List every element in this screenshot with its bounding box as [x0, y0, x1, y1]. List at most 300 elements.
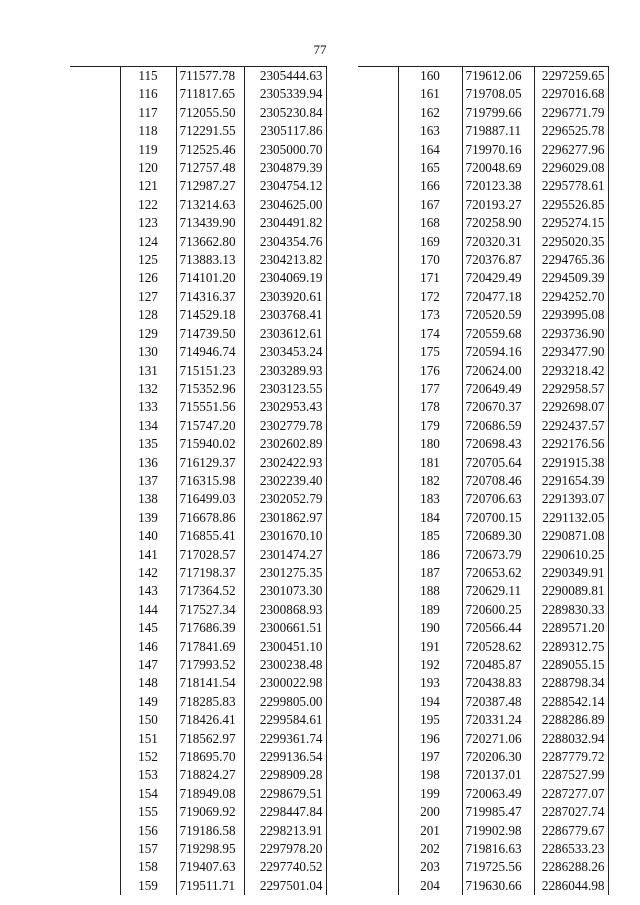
blank-cell: [358, 435, 398, 453]
point-number-cell: 139: [120, 509, 176, 527]
y-coordinate-cell: 2301474.27: [244, 546, 326, 564]
point-number-cell: 143: [120, 582, 176, 600]
blank-cell: [70, 269, 120, 287]
blank-cell: [70, 454, 120, 472]
blank-cell: [358, 748, 398, 766]
blank-cell: [358, 711, 398, 729]
y-coordinate-cell: 2296771.79: [534, 104, 608, 122]
right-coordinate-table: [358, 66, 609, 895]
x-coordinate-cell: 712757.48: [176, 159, 244, 177]
x-coordinate-cell: 719816.63: [462, 840, 534, 858]
blank-cell: [358, 766, 398, 784]
x-coordinate-cell: 715747.20: [176, 417, 244, 435]
x-coordinate-cell: 719985.47: [462, 803, 534, 821]
x-coordinate-cell: 720320.31: [462, 233, 534, 251]
table-row: [70, 785, 326, 803]
table-row: [70, 343, 326, 361]
blank-cell: [70, 306, 120, 324]
y-coordinate-cell: 2291132.05: [534, 509, 608, 527]
table-row: [358, 730, 608, 748]
y-coordinate-cell: 2294252.70: [534, 288, 608, 306]
x-coordinate-cell: 714529.18: [176, 306, 244, 324]
x-coordinate-cell: 720624.00: [462, 362, 534, 380]
table-row: [70, 104, 326, 122]
y-coordinate-cell: 2293477.90: [534, 343, 608, 361]
point-number-cell: 133: [120, 398, 176, 416]
point-number-cell: 119: [120, 141, 176, 159]
table-row: [70, 141, 326, 159]
blank-cell: [70, 858, 120, 876]
blank-cell: [70, 417, 120, 435]
point-number-cell: 140: [120, 527, 176, 545]
x-coordinate-cell: 720520.59: [462, 306, 534, 324]
y-coordinate-cell: 2301862.97: [244, 509, 326, 527]
table-row: [358, 417, 608, 435]
blank-cell: [358, 546, 398, 564]
y-coordinate-cell: 2291654.39: [534, 472, 608, 490]
point-number-cell: 154: [120, 785, 176, 803]
point-number-cell: 167: [398, 196, 462, 214]
x-coordinate-cell: 716129.37: [176, 454, 244, 472]
blank-cell: [358, 196, 398, 214]
point-number-cell: 180: [398, 435, 462, 453]
point-number-cell: 177: [398, 380, 462, 398]
y-coordinate-cell: 2304069.19: [244, 269, 326, 287]
blank-cell: [70, 251, 120, 269]
blank-cell: [70, 619, 120, 637]
blank-cell: [358, 214, 398, 232]
blank-cell: [358, 288, 398, 306]
x-coordinate-cell: 717198.37: [176, 564, 244, 582]
point-number-cell: 116: [120, 85, 176, 103]
x-coordinate-cell: 720629.11: [462, 582, 534, 600]
point-number-cell: 176: [398, 362, 462, 380]
blank-cell: [358, 122, 398, 140]
y-coordinate-cell: 2296277.96: [534, 141, 608, 159]
y-coordinate-cell: 2293218.42: [534, 362, 608, 380]
point-number-cell: 186: [398, 546, 462, 564]
y-coordinate-cell: 2299584.61: [244, 711, 326, 729]
point-number-cell: 179: [398, 417, 462, 435]
blank-cell: [70, 693, 120, 711]
blank-cell: [358, 159, 398, 177]
x-coordinate-cell: 718285.83: [176, 693, 244, 711]
blank-cell: [70, 343, 120, 361]
table-row: [358, 104, 608, 122]
x-coordinate-cell: 715940.02: [176, 435, 244, 453]
blank-cell: [70, 214, 120, 232]
table-row: [70, 619, 326, 637]
x-coordinate-cell: 720708.46: [462, 472, 534, 490]
blank-cell: [358, 785, 398, 803]
point-number-cell: 193: [398, 674, 462, 692]
y-coordinate-cell: 2297501.04: [244, 877, 326, 895]
blank-cell: [70, 877, 120, 895]
y-coordinate-cell: 2300022.98: [244, 674, 326, 692]
table-row: [358, 840, 608, 858]
y-coordinate-cell: 2297978.20: [244, 840, 326, 858]
y-coordinate-cell: 2288286.89: [534, 711, 608, 729]
blank-cell: [358, 509, 398, 527]
y-coordinate-cell: 2297259.65: [534, 67, 608, 86]
table-row: [70, 840, 326, 858]
y-coordinate-cell: 2304879.39: [244, 159, 326, 177]
blank-cell: [70, 766, 120, 784]
x-coordinate-cell: 719186.58: [176, 822, 244, 840]
y-coordinate-cell: 2293736.90: [534, 325, 608, 343]
x-coordinate-cell: 720686.59: [462, 417, 534, 435]
blank-cell: [358, 67, 398, 86]
y-coordinate-cell: 2294765.36: [534, 251, 608, 269]
table-row: [358, 711, 608, 729]
point-number-cell: 181: [398, 454, 462, 472]
y-coordinate-cell: 2298909.28: [244, 766, 326, 784]
table-row: [70, 306, 326, 324]
blank-cell: [358, 656, 398, 674]
x-coordinate-cell: 712291.55: [176, 122, 244, 140]
y-coordinate-cell: 2303768.41: [244, 306, 326, 324]
x-coordinate-cell: 720331.24: [462, 711, 534, 729]
y-coordinate-cell: 2301073.30: [244, 582, 326, 600]
blank-cell: [70, 288, 120, 306]
blank-cell: [358, 693, 398, 711]
blank-cell: [358, 141, 398, 159]
point-number-cell: 115: [120, 67, 176, 86]
table-row: [70, 858, 326, 876]
point-number-cell: 168: [398, 214, 462, 232]
table-row: [358, 858, 608, 876]
table-row: [70, 362, 326, 380]
table-row: [358, 67, 608, 86]
y-coordinate-cell: 2303289.93: [244, 362, 326, 380]
x-coordinate-cell: 720600.25: [462, 601, 534, 619]
x-coordinate-cell: 720429.49: [462, 269, 534, 287]
y-coordinate-cell: 2300868.93: [244, 601, 326, 619]
table-row: [70, 325, 326, 343]
x-coordinate-cell: 714101.20: [176, 269, 244, 287]
blank-cell: [70, 380, 120, 398]
table-row: [358, 362, 608, 380]
y-coordinate-cell: 2291393.07: [534, 490, 608, 508]
blank-cell: [70, 527, 120, 545]
table-row: [358, 177, 608, 195]
blank-cell: [358, 306, 398, 324]
y-coordinate-cell: 2300451.10: [244, 638, 326, 656]
table-row: [70, 748, 326, 766]
y-coordinate-cell: 2299361.74: [244, 730, 326, 748]
x-coordinate-cell: 715352.96: [176, 380, 244, 398]
x-coordinate-cell: 719725.56: [462, 858, 534, 876]
blank-cell: [358, 619, 398, 637]
point-number-cell: 165: [398, 159, 462, 177]
table-row: [70, 490, 326, 508]
point-number-cell: 125: [120, 251, 176, 269]
point-number-cell: 128: [120, 306, 176, 324]
y-coordinate-cell: 2300661.51: [244, 619, 326, 637]
y-coordinate-cell: 2286533.23: [534, 840, 608, 858]
point-number-cell: 161: [398, 85, 462, 103]
table-row: [70, 509, 326, 527]
table-row: [358, 822, 608, 840]
table-row: [70, 435, 326, 453]
blank-cell: [358, 527, 398, 545]
point-number-cell: 130: [120, 343, 176, 361]
point-number-cell: 160: [398, 67, 462, 86]
y-coordinate-cell: 2288798.34: [534, 674, 608, 692]
x-coordinate-cell: 720271.06: [462, 730, 534, 748]
x-coordinate-cell: 719887.11: [462, 122, 534, 140]
table-row: [70, 803, 326, 821]
point-number-cell: 144: [120, 601, 176, 619]
point-number-cell: 156: [120, 822, 176, 840]
blank-cell: [70, 638, 120, 656]
table-row: [70, 564, 326, 582]
y-coordinate-cell: 2295778.61: [534, 177, 608, 195]
x-coordinate-cell: 720700.15: [462, 509, 534, 527]
table-row: [358, 122, 608, 140]
x-coordinate-cell: 720485.87: [462, 656, 534, 674]
x-coordinate-cell: 719630.66: [462, 877, 534, 895]
blank-cell: [358, 858, 398, 876]
blank-cell: [70, 803, 120, 821]
blank-cell: [70, 104, 120, 122]
blank-cell: [70, 582, 120, 600]
table-row: [358, 288, 608, 306]
point-number-cell: 152: [120, 748, 176, 766]
point-number-cell: 121: [120, 177, 176, 195]
point-number-cell: 169: [398, 233, 462, 251]
table-row: [358, 196, 608, 214]
point-number-cell: 184: [398, 509, 462, 527]
x-coordinate-cell: 720477.18: [462, 288, 534, 306]
blank-cell: [358, 325, 398, 343]
table-row: [70, 398, 326, 416]
point-number-cell: 174: [398, 325, 462, 343]
point-number-cell: 126: [120, 269, 176, 287]
y-coordinate-cell: 2287027.74: [534, 803, 608, 821]
x-coordinate-cell: 720123.38: [462, 177, 534, 195]
x-coordinate-cell: 716678.86: [176, 509, 244, 527]
blank-cell: [358, 85, 398, 103]
x-coordinate-cell: 719298.95: [176, 840, 244, 858]
point-number-cell: 204: [398, 877, 462, 895]
point-number-cell: 127: [120, 288, 176, 306]
table-row: [70, 472, 326, 490]
table-row: [70, 67, 326, 86]
y-coordinate-cell: 2305444.63: [244, 67, 326, 86]
blank-cell: [358, 472, 398, 490]
point-number-cell: 191: [398, 638, 462, 656]
table-row: [70, 380, 326, 398]
blank-cell: [358, 490, 398, 508]
y-coordinate-cell: 2298213.91: [244, 822, 326, 840]
y-coordinate-cell: 2303453.24: [244, 343, 326, 361]
table-row: [358, 546, 608, 564]
y-coordinate-cell: 2290089.81: [534, 582, 608, 600]
point-number-cell: 188: [398, 582, 462, 600]
point-number-cell: 172: [398, 288, 462, 306]
y-coordinate-cell: 2290871.08: [534, 527, 608, 545]
x-coordinate-cell: 719407.63: [176, 858, 244, 876]
y-coordinate-cell: 2302422.93: [244, 454, 326, 472]
table-row: [358, 527, 608, 545]
point-number-cell: 131: [120, 362, 176, 380]
blank-cell: [70, 435, 120, 453]
blank-cell: [70, 67, 120, 86]
y-coordinate-cell: 2292958.57: [534, 380, 608, 398]
point-number-cell: 118: [120, 122, 176, 140]
blank-cell: [70, 141, 120, 159]
blank-cell: [358, 454, 398, 472]
table-row: [358, 748, 608, 766]
y-coordinate-cell: 2291915.38: [534, 454, 608, 472]
x-coordinate-cell: 720387.48: [462, 693, 534, 711]
y-coordinate-cell: 2292698.07: [534, 398, 608, 416]
point-number-cell: 159: [120, 877, 176, 895]
x-coordinate-cell: 720705.64: [462, 454, 534, 472]
y-coordinate-cell: 2301670.10: [244, 527, 326, 545]
table-row: [358, 269, 608, 287]
x-coordinate-cell: 720670.37: [462, 398, 534, 416]
y-coordinate-cell: 2292437.57: [534, 417, 608, 435]
point-number-cell: 122: [120, 196, 176, 214]
x-coordinate-cell: 720698.43: [462, 435, 534, 453]
x-coordinate-cell: 714316.37: [176, 288, 244, 306]
x-coordinate-cell: 717364.52: [176, 582, 244, 600]
table-row: [358, 306, 608, 324]
blank-cell: [358, 233, 398, 251]
y-coordinate-cell: 2288542.14: [534, 693, 608, 711]
point-number-cell: 138: [120, 490, 176, 508]
x-coordinate-cell: 711817.65: [176, 85, 244, 103]
blank-cell: [358, 840, 398, 858]
point-number-cell: 195: [398, 711, 462, 729]
x-coordinate-cell: 718426.41: [176, 711, 244, 729]
table-row: [358, 619, 608, 637]
blank-cell: [358, 730, 398, 748]
table-row: [70, 674, 326, 692]
y-coordinate-cell: 2299805.00: [244, 693, 326, 711]
x-coordinate-cell: 720559.68: [462, 325, 534, 343]
blank-cell: [70, 656, 120, 674]
point-number-cell: 135: [120, 435, 176, 453]
x-coordinate-cell: 718949.08: [176, 785, 244, 803]
table-row: [358, 766, 608, 784]
y-coordinate-cell: 2289312.75: [534, 638, 608, 656]
x-coordinate-cell: 720048.69: [462, 159, 534, 177]
x-coordinate-cell: 720689.30: [462, 527, 534, 545]
point-number-cell: 203: [398, 858, 462, 876]
y-coordinate-cell: 2305230.84: [244, 104, 326, 122]
x-coordinate-cell: 720137.01: [462, 766, 534, 784]
point-number-cell: 164: [398, 141, 462, 159]
y-coordinate-cell: 2297740.52: [244, 858, 326, 876]
point-number-cell: 175: [398, 343, 462, 361]
y-coordinate-cell: 2299136.54: [244, 748, 326, 766]
y-coordinate-cell: 2295526.85: [534, 196, 608, 214]
table-row: [358, 325, 608, 343]
blank-cell: [358, 582, 398, 600]
x-coordinate-cell: 720566.44: [462, 619, 534, 637]
point-number-cell: 132: [120, 380, 176, 398]
table-row: [358, 85, 608, 103]
x-coordinate-cell: 714739.50: [176, 325, 244, 343]
table-row: [358, 803, 608, 821]
x-coordinate-cell: 715151.23: [176, 362, 244, 380]
table-row: [358, 785, 608, 803]
blank-cell: [70, 159, 120, 177]
blank-cell: [70, 711, 120, 729]
blank-cell: [358, 380, 398, 398]
point-number-cell: 149: [120, 693, 176, 711]
point-number-cell: 120: [120, 159, 176, 177]
y-coordinate-cell: 2289571.20: [534, 619, 608, 637]
blank-cell: [358, 674, 398, 692]
y-coordinate-cell: 2301275.35: [244, 564, 326, 582]
point-number-cell: 198: [398, 766, 462, 784]
point-number-cell: 163: [398, 122, 462, 140]
table-row: [70, 159, 326, 177]
table-row: [70, 85, 326, 103]
page-number: 77: [313, 42, 327, 57]
y-coordinate-cell: 2288032.94: [534, 730, 608, 748]
table-row: [70, 177, 326, 195]
table-row: [70, 454, 326, 472]
point-number-cell: 201: [398, 822, 462, 840]
point-number-cell: 136: [120, 454, 176, 472]
left-coordinate-table: [70, 66, 327, 895]
x-coordinate-cell: 717686.39: [176, 619, 244, 637]
y-coordinate-cell: 2302779.78: [244, 417, 326, 435]
y-coordinate-cell: 2295274.15: [534, 214, 608, 232]
x-coordinate-cell: 713214.63: [176, 196, 244, 214]
blank-cell: [70, 730, 120, 748]
x-coordinate-cell: 720594.16: [462, 343, 534, 361]
table-row: [70, 582, 326, 600]
blank-cell: [358, 564, 398, 582]
point-number-cell: 197: [398, 748, 462, 766]
point-number-cell: 137: [120, 472, 176, 490]
blank-cell: [70, 122, 120, 140]
y-coordinate-cell: 2286288.26: [534, 858, 608, 876]
y-coordinate-cell: 2298679.51: [244, 785, 326, 803]
x-coordinate-cell: 720706.63: [462, 490, 534, 508]
y-coordinate-cell: 2295020.35: [534, 233, 608, 251]
x-coordinate-cell: 720258.90: [462, 214, 534, 232]
y-coordinate-cell: 2302052.79: [244, 490, 326, 508]
blank-cell: [70, 840, 120, 858]
point-number-cell: 123: [120, 214, 176, 232]
blank-cell: [70, 398, 120, 416]
point-number-cell: 142: [120, 564, 176, 582]
y-coordinate-cell: 2298447.84: [244, 803, 326, 821]
table-row: [70, 730, 326, 748]
point-number-cell: 199: [398, 785, 462, 803]
point-number-cell: 200: [398, 803, 462, 821]
point-number-cell: 124: [120, 233, 176, 251]
y-coordinate-cell: 2292176.56: [534, 435, 608, 453]
blank-cell: [358, 822, 398, 840]
blank-cell: [70, 490, 120, 508]
x-coordinate-cell: 718141.54: [176, 674, 244, 692]
x-coordinate-cell: 712525.46: [176, 141, 244, 159]
blank-cell: [70, 177, 120, 195]
table-row: [358, 601, 608, 619]
point-number-cell: 194: [398, 693, 462, 711]
y-coordinate-cell: 2304213.82: [244, 251, 326, 269]
y-coordinate-cell: 2290610.25: [534, 546, 608, 564]
y-coordinate-cell: 2304354.76: [244, 233, 326, 251]
